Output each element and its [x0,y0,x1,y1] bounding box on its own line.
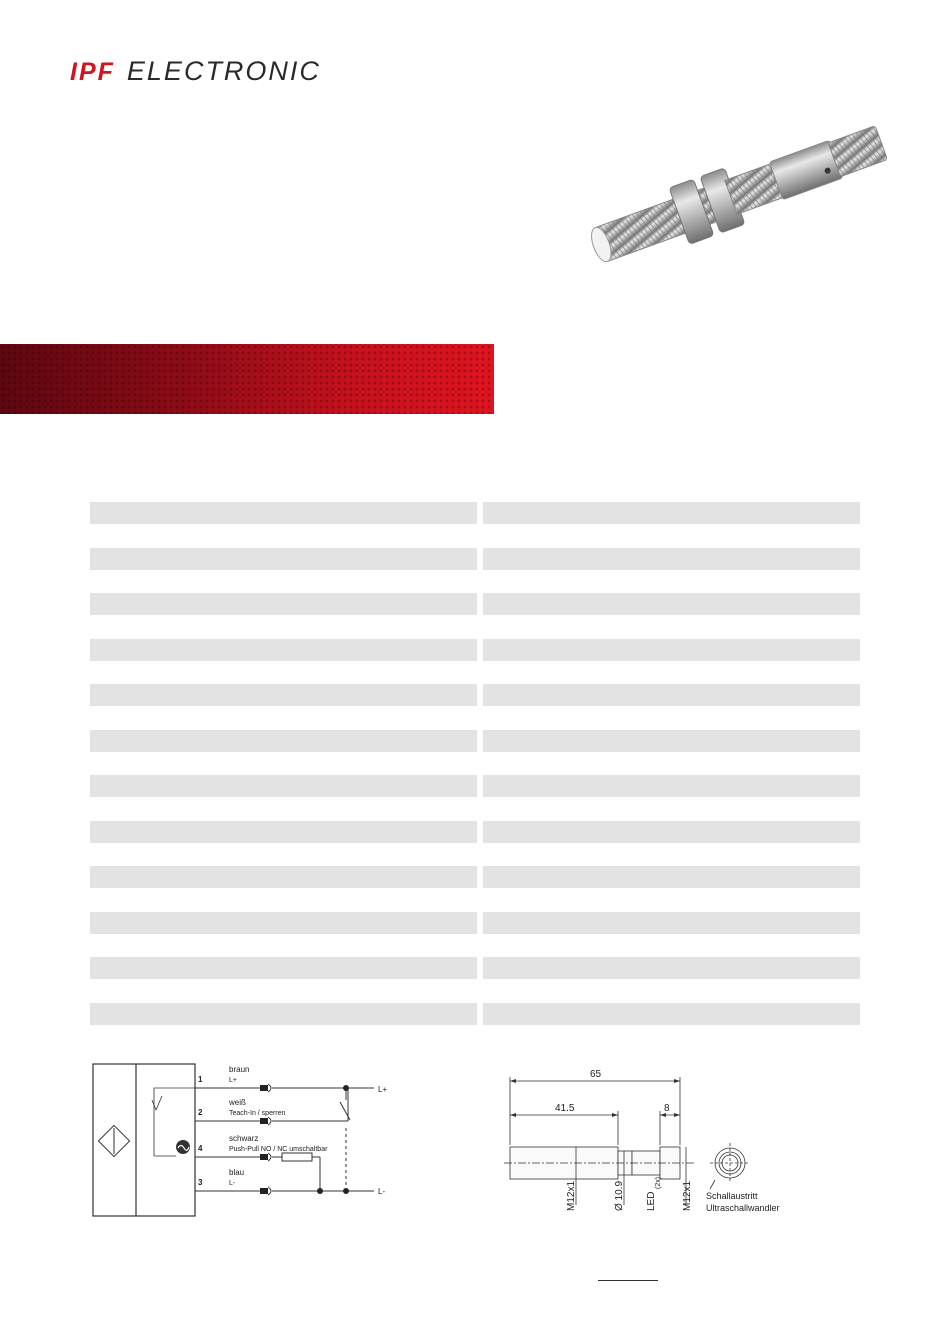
spec-value-cell [483,912,860,934]
dim-thread-front: M12x1 [566,1180,577,1211]
spec-label-cell [90,684,477,706]
pin-2-number: 2 [198,1108,203,1117]
product-photo [580,118,900,268]
pin-4-function: Push-Pull NO / NC umschaltbar [229,1146,328,1153]
pin-3-color: blau [229,1168,245,1177]
spec-row [90,639,860,661]
spec-label-cell [90,775,477,797]
wiring-diagram [86,1058,416,1224]
dim-diameter: Ø 10.9 [614,1180,625,1211]
rail-lminus-label: L- [378,1187,386,1196]
spec-row [90,957,860,979]
spec-value-cell [483,593,860,615]
spec-label-cell [90,593,477,615]
spec-value-cell [483,821,860,843]
spec-label-cell [90,957,477,979]
spec-row [90,1003,860,1025]
footer-rule [598,1280,658,1281]
spec-label-cell [90,502,477,524]
spec-label-cell [90,639,477,661]
spec-row [90,866,860,888]
spec-row [90,775,860,797]
dim-led-count: (2x) [655,1176,662,1189]
pin-1-color: braun [229,1065,250,1074]
spec-value-cell [483,502,860,524]
pin-2-color: weiß [229,1098,246,1107]
spec-row [90,548,860,570]
spec-label-cell [90,548,477,570]
spec-row [90,684,860,706]
spec-row [90,730,860,752]
spec-label-cell [90,912,477,934]
logo-electronic: ELECTRONIC [126,56,321,86]
spec-value-cell [483,730,860,752]
pin-4-number: 4 [198,1144,203,1153]
spec-label-cell [90,1003,477,1025]
pin-1-function: L+ [229,1077,237,1084]
pin-3-number: 3 [198,1178,203,1187]
spec-row [90,502,860,524]
spec-row [90,912,860,934]
pin-1-number: 1 [198,1075,203,1084]
pin-2-function: Teach-In / sperren [229,1110,286,1117]
spec-label-cell [90,866,477,888]
note-line1: Schallaustritt [706,1191,758,1201]
spec-value-cell [483,548,860,570]
spec-value-cell [483,639,860,661]
dimension-drawing [500,1065,800,1225]
dim-thread-length: 41.5 [555,1103,575,1114]
pin-3-function: L- [229,1180,236,1187]
dim-led: LED [646,1191,657,1211]
logo-ipf: IPF [70,58,115,86]
pin-4-color: schwarz [229,1134,259,1143]
spec-value-cell [483,957,860,979]
rail-lplus-label: L+ [378,1085,388,1094]
dim-end-length: 8 [664,1103,670,1114]
header-banner [0,344,494,414]
note-line2: Ultraschallwandler [706,1203,780,1213]
spec-label-cell [90,730,477,752]
spec-value-cell [483,775,860,797]
dim-thread-back: M12x1 [682,1180,693,1211]
brand-logo [70,56,321,88]
spec-row [90,593,860,615]
spec-value-cell [483,866,860,888]
spec-value-cell [483,1003,860,1025]
spec-value-cell [483,684,860,706]
dim-total-length: 65 [590,1069,602,1080]
spec-label-cell [90,821,477,843]
spec-row [90,821,860,843]
